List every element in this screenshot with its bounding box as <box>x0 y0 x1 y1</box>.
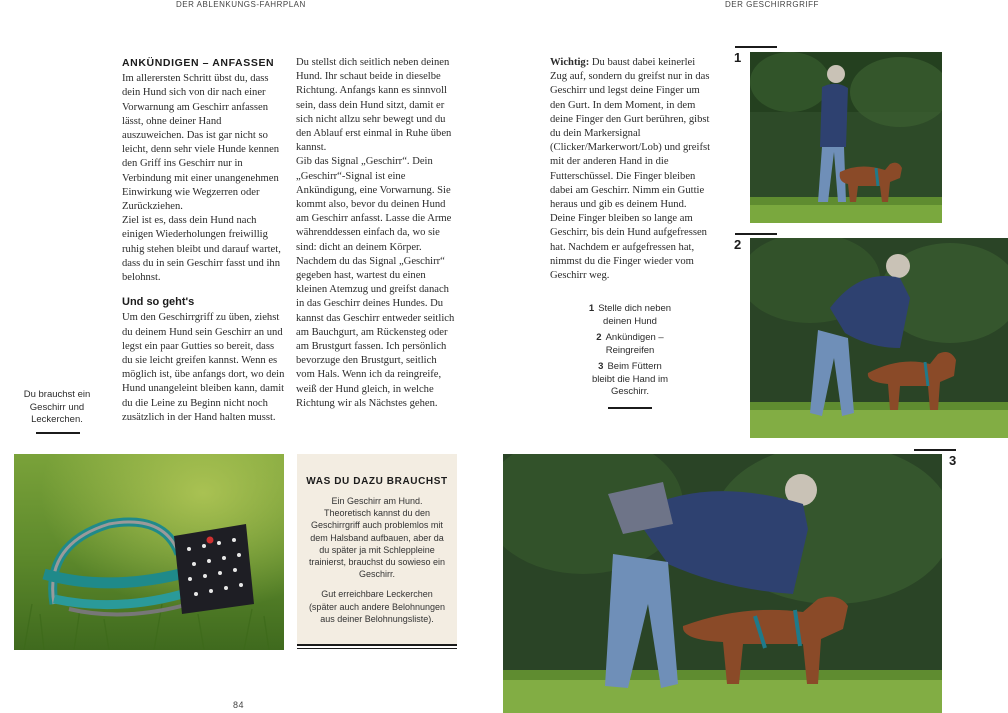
step-text: Ankündigen – Reingreifen <box>605 332 664 356</box>
steps-legend <box>586 303 674 399</box>
running-head-left: DER ABLENKUNGS-FAHRPLAN <box>176 0 306 9</box>
step-number: 3 <box>598 361 604 372</box>
info-box <box>297 454 457 644</box>
step-item <box>586 361 674 399</box>
subheading: Und so geht's <box>122 296 195 309</box>
step-number: 1 <box>588 303 595 314</box>
wichtig-paragraph <box>550 56 712 283</box>
box-rule <box>297 644 457 646</box>
paragraph: Du stellst dich seitlich neben deinen Hund. Ihr schaut beide in dieselbe Richtung. Anfangs kann es sinnvoll sein, dass dein Hund sitzt, damit er sich nicht allzu sehr bewegt und du den Ablauf erst einmal in Ruhe üben kannst. <box>296 57 452 154</box>
side-caption: Du brauchst ein Geschirr und Leckerchen. <box>23 389 91 425</box>
photo-3-rule <box>914 449 956 451</box>
photo-1-rule <box>735 46 777 48</box>
page-number: 84 <box>233 700 245 710</box>
photo-3-number: 3 <box>949 453 957 468</box>
running-head-right: DER GESCHIRRGRIFF <box>725 0 819 9</box>
paragraph: Gib das Signal „Geschirr“. Dein „Geschirr“-Signal ist eine Ankündigung, eine Vorwarnung. Sie kommt also, bevor du deinen Hund am Geschirr anfasst. Lasse die Arme währenddessen einfach da, wo sie sind: dicht an deinem Körper. <box>296 156 452 253</box>
steps-rule <box>608 407 652 409</box>
harness-photo <box>14 454 284 650</box>
wichtig-text: Du baust dabei keinerlei Zug auf, sondern du greifst nur in das Geschirr und legst deine Finger um den Gurt. In dem Moment, in dem deine Finger den Gurt berühren, gibst du dein Markersignal (Clicker/Markerwort/Lob) und greifst mit der anderen Hand in die Futterschüssel. Die Finger bleiben dabei am Geschirr. Nimm ein Guttie heraus und gib es deinem Hund. Deine Finger bleiben so lange am Geschirr, bis dein Hund aufgefressen hat. Nachdem er aufgefressen hat, nimmst du die Finger wieder vom Geschirr weg. <box>550 57 711 282</box>
wichtig-label: Wichtig: <box>550 57 590 68</box>
paragraph: Im allerersten Schritt übst du, dass dein Hund sich von dir nach einer Vorwarnung am Geschirr anfassen lässt, ohne deiner Hand auszuweichen. Das ist gar nicht so leicht, denn sehr viele Hunde kennen den Griff ins Geschirr nur in Verbindung mit einer unangenehmen Einwirkung wie Wegzerren oder Zurückziehen. <box>122 73 280 213</box>
caption-rule <box>36 432 80 434</box>
step-number: 2 <box>596 332 602 343</box>
step-text: Beim Füttern bleibt die Hand im Geschirr. <box>591 361 669 397</box>
photo-2-rule <box>735 233 777 235</box>
step-text: Stelle dich neben deinen Hund <box>598 303 672 327</box>
box-title: WAS DU DAZU BRAUCHST <box>306 476 448 487</box>
photo-1-number: 1 <box>734 50 742 65</box>
section-heading: ANKÜNDIGEN – ANFASSEN <box>122 57 275 69</box>
step-2-photo <box>750 238 1008 438</box>
paragraph: Nachdem du das Signal „Geschirr“ gegeben hast, wartest du einen kleinen Atemzug und greifst danach in das Geschirr deines Hundes. Du kannst das Geschirr entweder seitlich am Bauchgurt, am Rückensteg oder am Brustgurt fassen. Ich persönlich bevorzuge den Brustgurt, seitlich vom Hals. Wenn ich da reingreife, weiß der Hund gleich, in welche Richtung wir als Nächstes gehen. <box>296 255 455 409</box>
step-1-photo <box>750 52 942 223</box>
step-item <box>586 332 674 357</box>
box-paragraph: Gut erreichbare Leckerchen (später auch andere Belohnungen aus deiner Belohnungsliste). <box>308 589 446 624</box>
text-column-1 <box>122 56 285 425</box>
paragraph: Um den Geschirrgriff zu üben, ziehst du deinem Hund sein Geschirr an und legst ein paar Gutties so bereit, dass du sie leicht greifen kannst. Wenn es möglich ist, übe anfangs dort, wo dein Hund unangeleint bleiben kann, damit du die Leine zu Beginn nicht noch zusätzlich in der Hand halten musst. <box>122 312 285 423</box>
photo-2-number: 2 <box>734 237 742 252</box>
box-rule <box>297 648 457 649</box>
text-column-2 <box>296 56 458 411</box>
box-paragraph: Ein Geschirr am Hund. Theoretisch kannst du den Geschirrgriff auch problemlos mit dem Halsband aufbauen, aber da du später ja mit Schleppleine trainierst, brauchst du sowieso ein Geschirr. <box>308 496 446 580</box>
step-item <box>586 303 674 328</box>
paragraph: Ziel ist es, dass dein Hund nach einigen Wiederholungen freiwillig ruhig stehen bleibt und darauf wartet, dass du in sein Geschirr fasst und ihn belohnst. <box>122 215 281 284</box>
step-3-photo <box>503 454 942 713</box>
